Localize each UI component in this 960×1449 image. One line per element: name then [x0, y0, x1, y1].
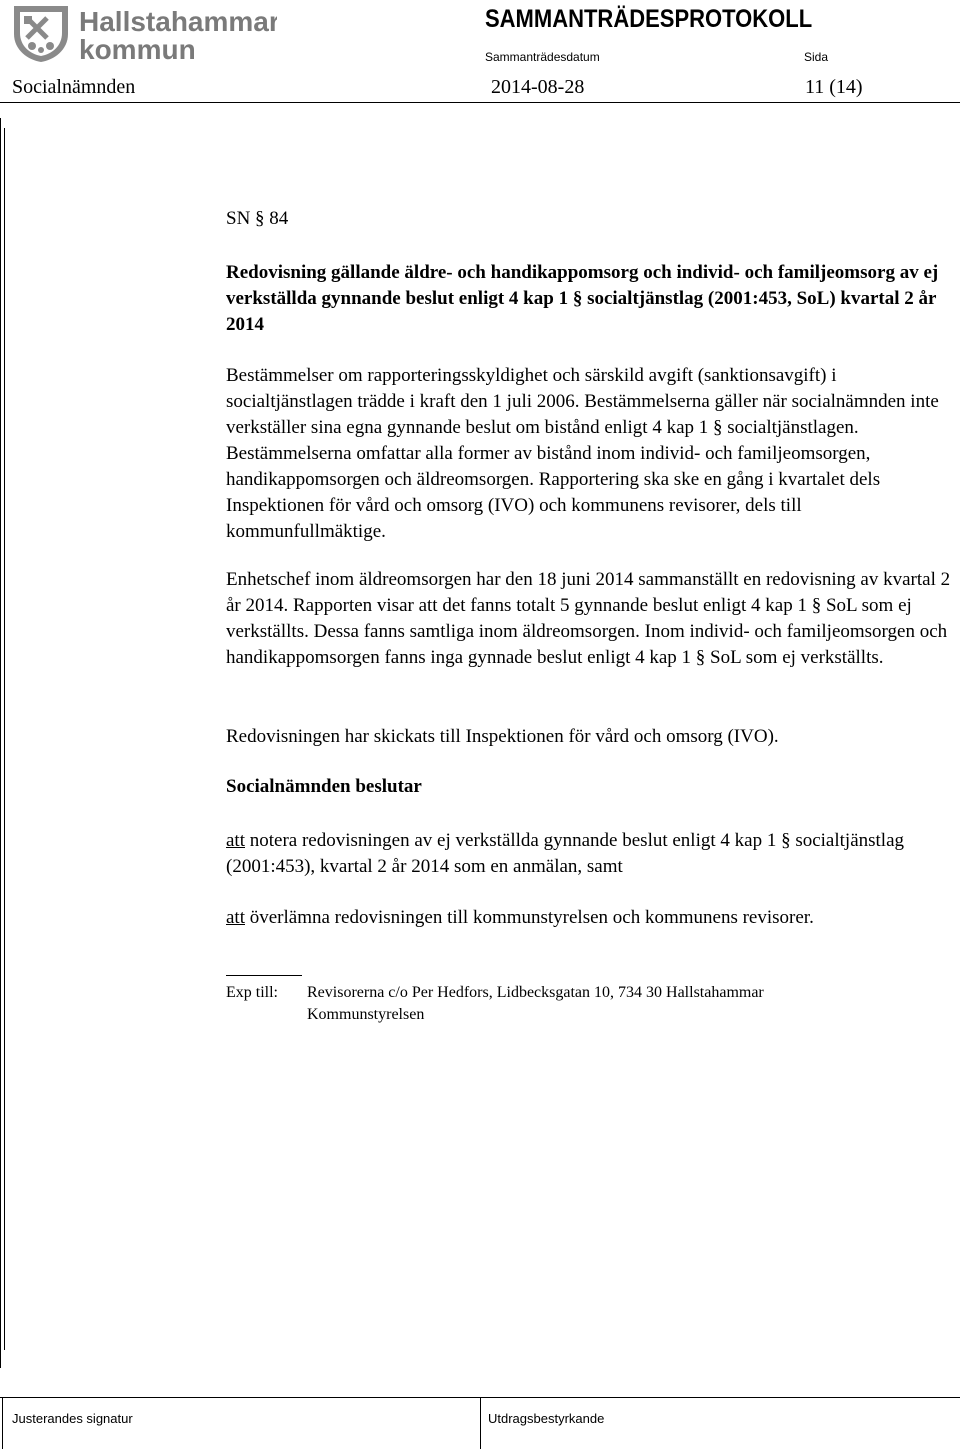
left-margin-line: [0, 118, 1, 1368]
org-name-line1: Hallstahammars: [79, 6, 277, 37]
paragraph-sent: Redovisningen har skickats till Inspektionen för vård och omsorg (IVO).: [226, 726, 779, 747]
coat-of-arms-icon: [12, 4, 277, 64]
decision-item: [226, 905, 960, 931]
header-divider: [0, 102, 960, 103]
paragraph-background: Bestämmelser om rapporteringsskyldighet och särskild avgift (sanktionsavgift) i socialtjänstlagen trädde i kraft den 1 juli 2006. Bestämmelserna gäller när socialnämnden inte verkställer sina egna gynnande beslut om bistånd enligt 4 kap 1 § socialtjänstlagen. Bestämmelserna omfattar alla former av bistånd inom individ- och familjeomsorgen, handikappomsorgen och äldreomsorgen. Rapportering ska ske en gång i kvartalet dels Inspektionen för vård och omsorg (IVO) och kommunens revisorer, dels till kommunfullmäktige.: [226, 365, 939, 542]
municipality-logo: [12, 4, 277, 64]
paragraph-report: Enhetschef inom äldreomsorgen har den 18 juni 2014 sammanställt en redovisning av kvartal 2 år 2014. Rapporten visar att det fanns totalt 5 gynnande beslut enligt 4 kap 1 § SoL som ej verkställts. Dessa fanns samtliga inom äldreomsorgen. Inom individ- och familjeomsorgen och handikappomsorgen fanns inga gynnade beslut enligt 4 kap 1 § SoL som ej verkställts.: [226, 569, 951, 668]
footer-left-border: [2, 1398, 3, 1449]
document-title: SAMMANTRÄDESPROTOKOLL: [485, 5, 813, 33]
margin-divider: [4, 128, 5, 1350]
distribution-recipient: Revisorerna c/o Per Hedfors, Lidbecksgatan 10, 734 30 Hallstahammar: [307, 984, 764, 1001]
distribution-label: Exp till:: [226, 984, 278, 1001]
decision-text: överlämna redovisningen till kommunstyrelsen och kommunens revisorer.: [249, 907, 814, 928]
case-number: SN § 84: [226, 208, 289, 229]
case-heading: Redovisning gällande äldre- och handikappomsorg och individ- och familjeomsorg av ej verkställda gynnande beslut enligt 4 kap 1 § socialtjänstlag (2001:453, SoL) kvartal 2 år 2014: [226, 262, 939, 335]
page-label: Sida: [804, 50, 829, 64]
org-name-line2: kommun: [79, 34, 196, 64]
meeting-date-label: Sammanträdesdatum: [485, 50, 600, 64]
meeting-date: 2014-08-28: [491, 76, 585, 98]
decision-heading: Socialnämnden beslutar: [226, 776, 422, 797]
decision-text: notera redovisningen av ej verkställda gynnande beslut enligt 4 kap 1 § socialtjänstlag (2001:453), kvartal 2 år 2014 som en anmälan, samt: [226, 830, 905, 877]
certification-label: Utdragsbestyrkande: [488, 1411, 605, 1426]
page-number: 11 (14): [805, 76, 863, 98]
distribution-recipient: Kommunstyrelsen: [307, 1006, 425, 1023]
signature-label: Justerandes signatur: [12, 1411, 133, 1426]
att-keyword: att: [226, 830, 245, 851]
att-keyword: att: [226, 907, 245, 928]
decision-item: [226, 828, 960, 880]
distribution-rule: [226, 975, 302, 976]
committee-name: Socialnämnden: [12, 76, 136, 98]
footer-column-divider: [480, 1398, 481, 1449]
